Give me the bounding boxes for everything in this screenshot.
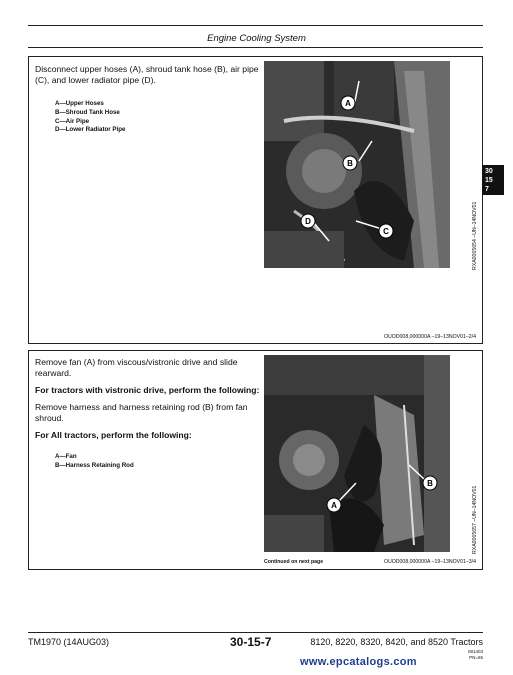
- panel2-heading2: For All tractors, perform the following:: [35, 430, 192, 440]
- section-tab-line: 15: [485, 177, 493, 184]
- footer-code-line: PN=65: [469, 654, 483, 660]
- svg-text:B: B: [347, 159, 353, 168]
- callout-a: [327, 498, 341, 512]
- callout-b: [423, 476, 437, 490]
- panel1-legend: [55, 100, 263, 135]
- engine-photo-1: [264, 61, 450, 268]
- callout-a: [341, 96, 355, 110]
- footer-rule: [28, 632, 483, 633]
- legend-item: A—Fan: [55, 453, 77, 460]
- panel2-heading1: For tractors with vistronic drive, perform the following:: [35, 385, 260, 395]
- watermark: www.epcatalogs.com: [300, 656, 417, 668]
- image-code: RXA0065654 –UN–14NOV01: [472, 201, 478, 270]
- manual-id: TM1970 (14AUG03): [28, 637, 110, 647]
- panel1-instruction: Disconnect upper hoses (A), shroud tank hose (B), air pipe (C), and lower radiator pipe (D).: [35, 64, 259, 85]
- page-header-title: Engine Cooling System: [207, 33, 306, 44]
- svg-text:A: A: [345, 99, 351, 108]
- callout-b: [343, 156, 357, 170]
- footer-codes: [468, 649, 483, 660]
- footer-code-line: 081403: [467, 649, 483, 654]
- legend-item: B—Harness Retaining Rod: [55, 461, 134, 469]
- instruction-panel-2: [28, 350, 483, 570]
- header-rule-bottom: [28, 47, 483, 48]
- svg-text:B: B: [427, 479, 433, 488]
- svg-text:D: D: [305, 217, 311, 226]
- panel2-text: [35, 357, 263, 471]
- page-number: 30-15-7: [230, 635, 272, 649]
- panel2-legend: [55, 453, 263, 471]
- section-tab-line: 7: [485, 186, 489, 193]
- section-tab-line: 30: [485, 168, 493, 175]
- callout-d: [301, 214, 315, 228]
- legend-item: C—Air Pipe: [55, 117, 90, 125]
- instruction-panel-1: [28, 56, 483, 344]
- continued-note: Continued on next page: [264, 559, 324, 565]
- panel2-step2: Remove harness and harness retaining rod (B) from fan shroud.: [35, 402, 248, 423]
- reference-code: OUOD008,000000A –19–13NOV01–2/4: [383, 334, 476, 340]
- svg-text:A: A: [331, 501, 337, 510]
- panel1-text: [35, 64, 263, 135]
- header-rule-top: [28, 25, 483, 26]
- engine-photo-2: [264, 355, 450, 552]
- svg-text:C: C: [383, 227, 389, 236]
- legend-item: B—Shroud Tank Hose: [55, 108, 120, 116]
- callout-c: [379, 224, 393, 238]
- reference-code: OUOD008,000000A –19–13NOV01–3/4: [383, 559, 476, 565]
- legend-item: D—Lower Radiator Pipe: [55, 126, 126, 134]
- tractor-models: 8120, 8220, 8320, 8420, and 8520 Tractors: [310, 637, 483, 647]
- image-code: RXA0065657 –UN–14NOV01: [472, 485, 478, 554]
- legend-item: A—Upper Hoses: [55, 100, 104, 107]
- section-tab: [482, 165, 504, 195]
- panel2-step1: Remove fan (A) from viscous/vistronic drive and slide rearward.: [35, 357, 238, 378]
